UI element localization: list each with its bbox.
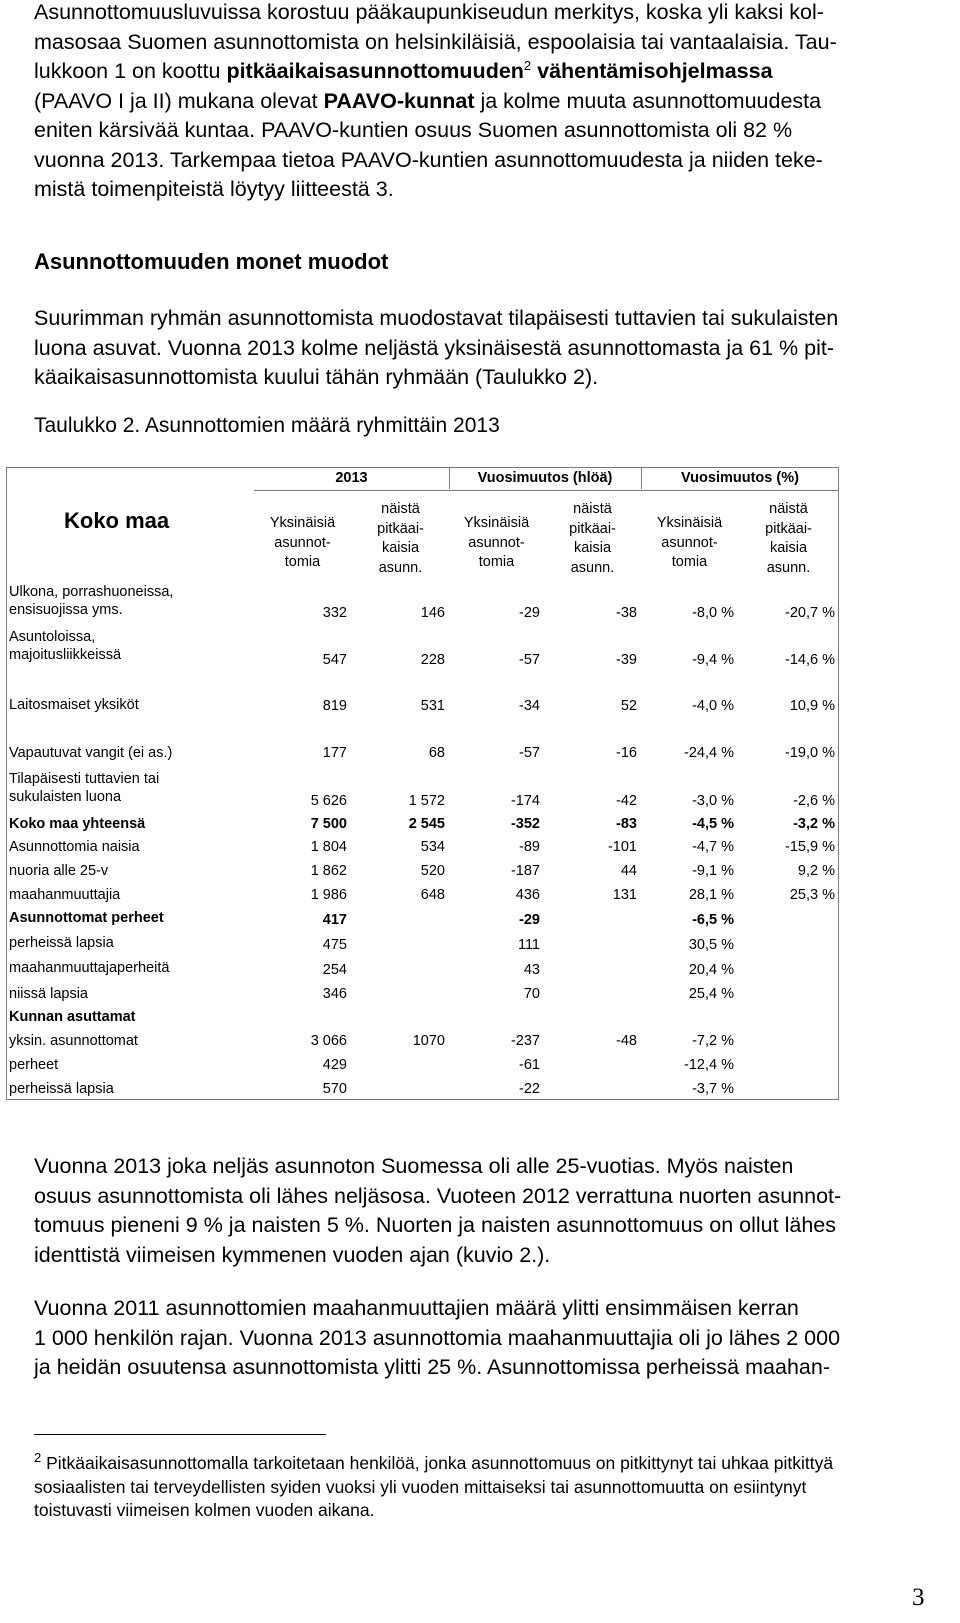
text-line: identtistä viimeisen kymmenen vuoden ajan (kuvio 2.). bbox=[34, 1242, 551, 1267]
row-label-line: Tilapäisesti tuttavien tai bbox=[9, 771, 160, 787]
table-cell: -15,9 % bbox=[785, 839, 835, 855]
table-cell: 111 bbox=[517, 937, 540, 953]
row-label-line: Kunnan asuttamat bbox=[9, 1009, 136, 1025]
subheader-line: kaisia bbox=[573, 540, 612, 556]
table-caption: Taulukko 2. Asunnottomien määrä ryhmittäin 2013 bbox=[34, 414, 500, 437]
row-label-line: Laitosmaiset yksiköt bbox=[9, 697, 139, 713]
table-cell: -2,6 % bbox=[793, 793, 835, 809]
table-cell: 436 bbox=[515, 887, 540, 903]
section-heading: Asunnottomuuden monet muodot bbox=[34, 249, 389, 274]
table-cell: 44 bbox=[620, 863, 637, 879]
subheader-line: asunn. bbox=[570, 559, 615, 576]
subheader-line: asunnot- bbox=[274, 534, 331, 551]
column-group-header: Vuosimuutos (%) bbox=[681, 470, 799, 486]
row-label-line: ensisuojissa yms. bbox=[9, 602, 123, 618]
bold-term: PAAVO-kunnat bbox=[323, 88, 475, 113]
row-label-line: niissä lapsia bbox=[9, 986, 88, 1002]
table-cell: 131 bbox=[612, 887, 637, 903]
row-label-line: yksin. asunnottomat bbox=[9, 1033, 138, 1049]
table-cell: 3 066 bbox=[310, 1033, 347, 1049]
table-cell: 417 bbox=[322, 912, 347, 928]
footnote bbox=[34, 1452, 939, 1523]
subheader-line: pitkäai- bbox=[377, 520, 424, 537]
table-cell: -4,0 % bbox=[692, 698, 734, 714]
table-cell: -4,5 % bbox=[692, 816, 734, 832]
footnote-ref: 2 bbox=[523, 57, 532, 73]
subheader-line: tomia bbox=[284, 554, 321, 570]
row-label-line: majoitusliikkeissä bbox=[9, 647, 122, 663]
footnote-separator bbox=[34, 1434, 326, 1435]
bold-term: pitkäaikaisasunnottomuuden bbox=[226, 59, 524, 83]
row-label-line: perheet bbox=[9, 1057, 59, 1073]
table-cell: -3,7 % bbox=[692, 1081, 734, 1097]
bold-term: vähentämisohjelmassa bbox=[531, 59, 773, 83]
text-line: masosaa Suomen asunnottomista on helsinkiläisiä, espoolaisia tai vantaalaisia. Tau- bbox=[34, 29, 837, 54]
row-label-line: perheissä lapsia bbox=[9, 1081, 114, 1097]
table-cell: -22 bbox=[519, 1081, 540, 1097]
text-line: eniten kärsivää kuntaa. PAAVO-kuntien osuus Suomen asunnottomista oli 82 % bbox=[34, 118, 793, 142]
row-label-line: Ulkona, porrashuoneissa, bbox=[9, 584, 174, 600]
row-label-line: Vapautuvat vangit (ei as.) bbox=[9, 745, 173, 761]
table-cell: 68 bbox=[428, 745, 445, 761]
intro-paragraph bbox=[34, 0, 939, 205]
row-label bbox=[9, 959, 169, 977]
column-group-header: 2013 bbox=[335, 470, 368, 486]
table-cell: -237 bbox=[510, 1033, 540, 1049]
table-cell: 819 bbox=[322, 698, 347, 714]
subheader-line: näistä bbox=[769, 501, 808, 517]
table-cell: 25,3 % bbox=[789, 887, 835, 903]
table-cell: -3,0 % bbox=[692, 793, 734, 809]
subheader-line: asunnot- bbox=[468, 534, 525, 551]
row-label-line: nuoria alle 25-v bbox=[9, 863, 109, 879]
text-line: toistuvasti viimeisen kolmen vuoden aikana. bbox=[34, 1500, 375, 1520]
row-label bbox=[9, 862, 108, 880]
text-line: ja heidän osuutensa asunnottomista ylitti 25 %. Asunnottomissa perheissä maahan- bbox=[34, 1355, 830, 1379]
text-line: (PAAVO I ja II) mukana olevat bbox=[34, 88, 324, 113]
table-cell: 1 986 bbox=[310, 887, 347, 903]
table-cell: -39 bbox=[616, 652, 637, 668]
table-cell: 332 bbox=[322, 605, 347, 621]
column-subheader bbox=[449, 514, 544, 573]
row-label bbox=[9, 744, 172, 762]
row-label-line: maahanmuuttajia bbox=[9, 887, 121, 903]
text-line: ja kolme muuta asunnottomuudesta bbox=[474, 88, 822, 113]
table-cell: 346 bbox=[322, 986, 347, 1002]
row-label-line: Asuntoloissa, bbox=[9, 629, 96, 645]
row-label bbox=[9, 815, 145, 833]
column-subheader bbox=[352, 500, 449, 578]
row-label-line: sukulaisten luona bbox=[9, 789, 122, 805]
row-label bbox=[9, 934, 114, 952]
table-cell: 52 bbox=[620, 698, 637, 714]
text-line: vuonna 2013. Tarkempaa tietoa PAAVO-kuntien asunnottomuudesta ja niiden teke- bbox=[34, 147, 823, 172]
table-cell: -187 bbox=[510, 863, 540, 879]
row-label-line: Koko maa yhteensä bbox=[9, 816, 146, 832]
row-label bbox=[9, 886, 120, 904]
table-cell: -38 bbox=[616, 605, 637, 621]
subheader-line: tomia bbox=[671, 554, 708, 570]
text-line: käaikaisasunnottomista kuului tähän ryhmään (Taulukko 2). bbox=[34, 365, 599, 389]
table-cell: -9,4 % bbox=[692, 652, 734, 668]
table-cell: -29 bbox=[519, 912, 540, 928]
table-cell: 475 bbox=[322, 937, 347, 953]
text-line: 1 000 henkilön rajan. Vuonna 2013 asunnottomia maahanmuuttajia oli jo lähes 2 000 bbox=[34, 1325, 841, 1350]
row-label bbox=[9, 1056, 58, 1074]
text-line: mistä toimenpiteistä löytyy liitteestä 3. bbox=[34, 177, 394, 201]
table-cell: 228 bbox=[420, 652, 445, 668]
row-label-line: maahanmuuttajaperheitä bbox=[9, 960, 170, 976]
table-cell: 1 572 bbox=[408, 793, 445, 809]
table-cell: 177 bbox=[322, 745, 347, 761]
table-cell: -352 bbox=[510, 816, 540, 832]
subheader-line: asunn. bbox=[766, 559, 811, 576]
table-cell: -24,4 % bbox=[684, 745, 734, 761]
table-cell: 1070 bbox=[412, 1033, 445, 1049]
table-corner-label: Koko maa bbox=[64, 508, 170, 533]
table-cell: 534 bbox=[420, 839, 445, 855]
table-cell: 43 bbox=[523, 962, 540, 978]
subheader-line: asunnot- bbox=[661, 534, 718, 551]
row-label bbox=[9, 838, 140, 856]
table-cell: 146 bbox=[420, 605, 445, 621]
row-label-line: perheissä lapsia bbox=[9, 935, 114, 951]
text-line: Vuonna 2013 joka neljäs asunnoton Suomessa oli alle 25-vuotias. Myös naisten bbox=[34, 1154, 794, 1178]
row-label bbox=[9, 1032, 138, 1050]
column-subheader bbox=[544, 500, 641, 578]
table-cell: 570 bbox=[322, 1081, 347, 1097]
row-label bbox=[9, 696, 139, 714]
row-label bbox=[9, 1008, 136, 1026]
text-line: tomuus pieneni 9 % ja naisten 5 %. Nuorten ja naisten asunnottomuus on ollut lähes bbox=[34, 1213, 836, 1237]
row-label-line: Asunnottomia naisia bbox=[9, 839, 140, 855]
table-cell: -9,1 % bbox=[692, 863, 734, 879]
subheader-line: asunn. bbox=[378, 559, 423, 576]
table-rule bbox=[254, 490, 839, 491]
row-label-line: Asunnottomat perheet bbox=[9, 910, 164, 926]
text-line: Suurimman ryhmän asunnottomista muodostavat tilapäisesti tuttavien tai sukulaisten bbox=[34, 306, 839, 330]
text-line: osuus asunnottomista oli lähes neljäsosa. Vuoteen 2012 verrattuna nuorten asunnot- bbox=[34, 1183, 842, 1208]
subheader-line: kaisia bbox=[769, 540, 808, 556]
table-cell: -20,7 % bbox=[785, 605, 835, 621]
page-number: 3 bbox=[912, 1584, 925, 1611]
table-cell: 1 804 bbox=[310, 839, 347, 855]
table-cell: -61 bbox=[519, 1057, 540, 1073]
text-line: Asunnottomuusluvuissa korostuu pääkaupunkiseudun merkitys, koska yli kaksi kol- bbox=[34, 0, 824, 24]
table-cell: 25,4 % bbox=[688, 986, 734, 1002]
subheader-line: näistä bbox=[381, 501, 420, 517]
text-line: Vuonna 2011 asunnottomien maahanmuuttajien määrä ylitti ensimmäisen kerran bbox=[34, 1296, 799, 1320]
table-cell: 1 862 bbox=[310, 863, 347, 879]
subheader-line: Yksinäisiä bbox=[269, 515, 336, 531]
table-cell: -57 bbox=[519, 745, 540, 761]
table-cell: -83 bbox=[616, 816, 637, 832]
row-label bbox=[9, 985, 88, 1003]
column-subheader bbox=[254, 514, 351, 573]
text-line: luona asuvat. Vuonna 2013 kolme neljästä yksinäisestä asunnottomasta ja 61 % pit- bbox=[34, 335, 834, 360]
table-cell: -42 bbox=[616, 793, 637, 809]
table-cell: 5 626 bbox=[310, 793, 347, 809]
text-line: sosiaalisten tai terveydellisten syiden vuoksi yli vuoden mittaiseksi tai asunnottomuutta on esiintynyt bbox=[34, 1476, 807, 1497]
table-cell: 30,5 % bbox=[688, 937, 734, 953]
table-cell: -89 bbox=[519, 839, 540, 855]
table-cell: -3,2 % bbox=[793, 816, 835, 832]
table-cell: -174 bbox=[510, 793, 540, 809]
subheader-line: pitkäai- bbox=[569, 520, 616, 537]
text-line: Pitkäaikaisasunnottomalla tarkoitetaan henkilöä, jonka asunnottomuus on pitkittynyt tai uhkaa pitkittyä bbox=[41, 1453, 834, 1473]
table-cell: -19,0 % bbox=[785, 745, 835, 761]
table-cell: 648 bbox=[420, 887, 445, 903]
table-cell: 10,9 % bbox=[789, 698, 835, 714]
table-cell: 531 bbox=[420, 698, 445, 714]
table-cell: -57 bbox=[519, 652, 540, 668]
table-cell: -29 bbox=[519, 605, 540, 621]
table-cell: -48 bbox=[616, 1033, 637, 1049]
table-cell: -101 bbox=[607, 839, 637, 855]
table-cell: 2 545 bbox=[408, 816, 445, 832]
body-paragraph bbox=[34, 1152, 939, 1270]
table-cell: 9,2 % bbox=[797, 863, 835, 879]
row-label bbox=[9, 628, 121, 664]
footnote-marker: 2 bbox=[34, 1450, 42, 1466]
subheader-line: Yksinäisiä bbox=[463, 515, 530, 531]
table-cell: -16 bbox=[616, 745, 637, 761]
row-label bbox=[9, 1080, 114, 1098]
table-cell: 254 bbox=[322, 962, 347, 978]
table-cell: 20,4 % bbox=[688, 962, 734, 978]
table-cell: -8,0 % bbox=[692, 605, 734, 621]
table-cell: 520 bbox=[420, 863, 445, 879]
table-cell: 429 bbox=[322, 1057, 347, 1073]
table-cell: -4,7 % bbox=[692, 839, 734, 855]
subheader-line: näistä bbox=[573, 501, 612, 517]
table-cell: -12,4 % bbox=[684, 1057, 734, 1073]
table-cell: -6,5 % bbox=[692, 912, 734, 928]
table-cell: 7 500 bbox=[310, 816, 347, 832]
table-cell: 28,1 % bbox=[688, 887, 734, 903]
column-subheader bbox=[641, 514, 738, 573]
text-line: lukkoon 1 on koottu bbox=[34, 59, 227, 83]
table-cell: 547 bbox=[322, 652, 347, 668]
table-cell: -14,6 % bbox=[785, 652, 835, 668]
subheader-line: Yksinäisiä bbox=[656, 515, 723, 531]
subheader-line: pitkäai- bbox=[765, 520, 812, 537]
row-label bbox=[9, 583, 173, 619]
table-cell: 70 bbox=[523, 986, 540, 1002]
table-cell: -34 bbox=[519, 698, 540, 714]
row-label bbox=[9, 909, 164, 927]
column-subheader bbox=[738, 500, 839, 578]
subheader-line: kaisia bbox=[381, 540, 420, 556]
body-paragraph bbox=[34, 1294, 939, 1383]
body-paragraph bbox=[34, 304, 939, 393]
row-label bbox=[9, 770, 159, 806]
column-group-header: Vuosimuutos (hlöä) bbox=[477, 470, 613, 486]
table-cell: -7,2 % bbox=[692, 1033, 734, 1049]
subheader-line: tomia bbox=[478, 554, 515, 570]
